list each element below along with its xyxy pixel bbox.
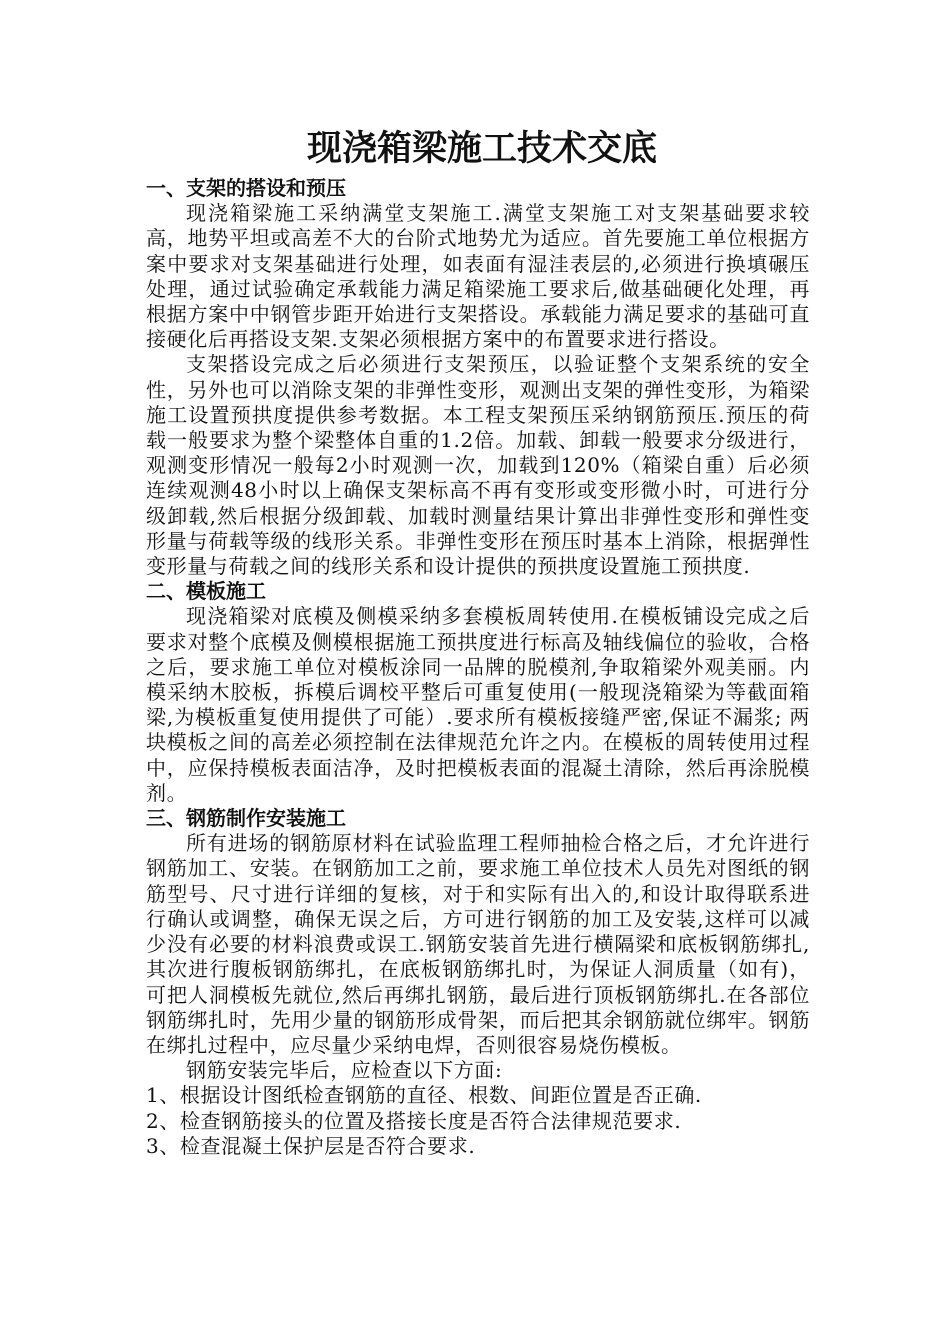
list-item: 1、根据设计图纸检查钢筋的直径、根数、间距位置是否正确.	[146, 1083, 702, 1108]
section-formwork	[146, 579, 810, 806]
document-title: 现浇箱梁施工技术交底	[306, 128, 657, 169]
paragraph: 现浇箱梁对底模及侧模采纳多套模板周转使用.在模板铺设完成之后要求对整个底模及侧模根据施工预拱度进行标高及轴线偏位的验收，合格之后，要求施工单位对模板涂同一品牌的脱模剂,争取箱梁外观美丽。内模采纳木胶板，拆模后调校平整后可重复使用(一般现浇箱梁为等截面箱梁,为模板重复使用提供了可能）.要求所有模板接缝严密,保证不漏浆; 两块模板之间的高差必须控制在法律规范允许之内。在模板的周转使用过程中，应保持模板表面洁净，及时把模板表面的混凝土清除，然后再涂脱模剂。	[146, 604, 810, 805]
section-rebar	[146, 806, 810, 1159]
paragraph: 钢筋安装完毕后，应检查以下方面:	[186, 1058, 503, 1083]
section-heading-formwork: 二、模板施工	[146, 579, 266, 604]
list-item: 3、检查混凝土保护层是否符合要求.	[146, 1133, 476, 1158]
paragraph: 支架搭设完成之后必须进行支架预压，以验证整个支架系统的安全性，另外也可以消除支架的非弹性变形，观测出支架的弹性变形，为箱梁施工设置预拱度提供参考数据。本工程支架预压采纳钢筋预压.预压的荷载一般要求为整个梁整体自重的1.2倍。加载、卸载一般要求分级进行，观测变形情况一般每2小时观测一次，加载到120%（箱梁自重）后必须连续观测48小时以上确保支架标高不再有变形或变形微小时，可进行分级卸载,然后根据分级卸载、加载时测量结果计算出非弹性变形和弹性变形量与荷载等级的线形关系。非弹性变形在预压时基本上消除，根据弹性变形量与荷载之间的线形关系和设计提供的预拱度设置施工预拱度.	[146, 352, 810, 579]
section-scaffold	[146, 176, 810, 579]
paragraph: 所有进场的钢筋原材料在试验监理工程师抽检合格之后，才允许进行钢筋加工、安装。在钢筋加工之前，要求施工单位技术人员先对图纸的钢筋型号、尺寸进行详细的复核，对于和实际有出入的,和设计取得联系进行确认或调整，确保无误之后，方可进行钢筋的加工及安装,这样可以减少没有必要的材料浪费或误工.钢筋安装首先进行横隔梁和底板钢筋绑扎,其次进行腹板钢筋绑扎，在底板钢筋绑扎时，为保证人洞质量（如有)，可把人洞模板先就位,然后再绑扎钢筋，最后进行顶板钢筋绑扎.在各部位钢筋绑扎时，先用少量的钢筋形成骨架，而后把其余钢筋就位绑牢。钢筋在绑扎过程中，应尽量少采纳电焊，否则很容易烧伤模板。	[146, 831, 810, 1057]
document-page	[146, 122, 810, 1159]
list-item: 2、检查钢筋接头的位置及搭接长度是否符合法律规范要求.	[146, 1108, 682, 1133]
paragraph: 现浇箱梁施工采纳满堂支架施工.满堂支架施工对支架基础要求较高，地势平坦或高差不大的台阶式地势尤为适应。首先要施工单位根据方案中要求对支架基础进行处理，如表面有湿洼表层的,必须进行换填碾压处理，通过试验确定承载能力满足箱梁施工要求后,做基础硬化处理，再根据方案中中钢管步距开始进行支架搭设。承载能力满足要求的基础可直接硬化后再搭设支架.支架必须根据方案中的布置要求进行搭设。	[146, 201, 810, 352]
section-heading-rebar: 三、钢筋制作安装施工	[146, 806, 346, 831]
section-heading-scaffold: 一、支架的搭设和预压	[146, 176, 346, 200]
